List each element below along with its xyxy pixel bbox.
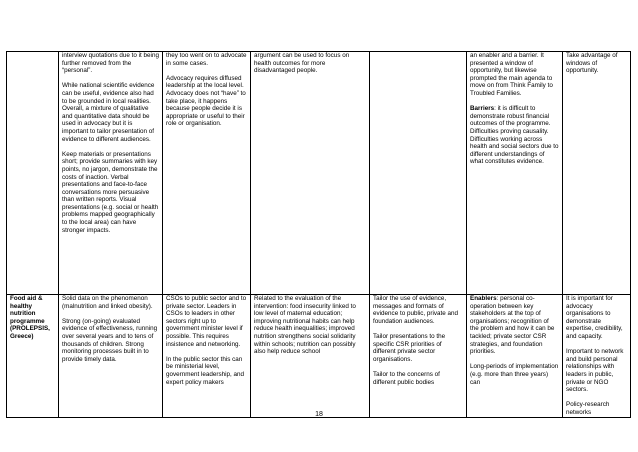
table-row xyxy=(7,52,631,295)
cell-paragraph: Take advantage of windows of opportunity. xyxy=(566,52,618,75)
barriers-label: Barriers xyxy=(470,105,495,113)
cell-paragraph: Policy-research networks xyxy=(566,401,610,416)
table-cell-leadership xyxy=(163,295,251,418)
enablers-text: : personal co-operation between key stakeholders at the top of organisations; recognition of the problem and how it can be tackled; private sector CSR strategies, and foundation priorities. xyxy=(470,295,555,356)
table-cell-enablers-barriers xyxy=(467,295,563,418)
cell-paragraph: Tailor presentations to the specific CSR priorities of different private sector organisations. xyxy=(373,332,446,363)
table-row xyxy=(7,295,631,418)
cell-paragraph: Keep materials or presentations short; provide summaries with key points, no jargon, demonstrate the costs of inaction. Verbal presentations and face-to-face conversations more persuasive than written reports. Visual presentations (e.g. social or health problems mapped geographically to the local area) can have stronger impacts. xyxy=(62,150,159,234)
table-cell-tailoring xyxy=(370,295,467,418)
table-cell-lessons xyxy=(563,295,631,418)
table-cell-arguments xyxy=(251,295,370,418)
cell-paragraph: Important to network and build personal relationships with leaders in public, private or NGO sectors. xyxy=(566,348,624,394)
table-cell-enablers-barriers xyxy=(467,52,563,295)
cell-paragraph: Strong (on-going) evaluated evidence of effectiveness, running over several years and to tens of thousands of children. Strong monitoring processes built in to provide timely data. xyxy=(62,317,158,363)
table-cell-evidence xyxy=(59,52,163,295)
table-cell-programme xyxy=(7,52,59,295)
cell-paragraph: Tailor to the concerns of different public bodies xyxy=(373,370,440,386)
evidence-table xyxy=(6,51,631,418)
table-cell-evidence xyxy=(59,295,163,418)
programme-name: Food aid & healthy nutrition programme (PROLEPSIS, Greece) xyxy=(10,295,50,340)
barriers-text: : it is difficult to demonstrate robust financial outcomes of the programme. Difficulties proving causality. Difficulties working across health and social sectors due to different understandings of what constitutes evidence. xyxy=(470,105,559,166)
cell-paragraph: Related to the evaluation of the intervention: food insecurity linked to low level of maternal education; improving nutritional habits can help reduce health inequalities; improved nutrition strengthens social solidarity within schools; nutrition can possibly also help reduce school xyxy=(254,295,356,356)
enablers-label: Enablers xyxy=(470,295,497,302)
table-cell-arguments xyxy=(251,52,370,295)
table-cell-tailoring xyxy=(370,52,467,295)
cell-paragraph xyxy=(470,105,559,166)
cell-paragraph xyxy=(470,295,559,356)
page-number: 18 xyxy=(315,411,323,418)
cell-paragraph: While national scientific evidence can be useful, evidence also had to be grounded in local realities. Overall, a mixture of qualitative and quantitative data should be used in advocacy but it is important to tailor presentation of evidence to different audiences. xyxy=(62,82,155,143)
cell-paragraph: interview quotations due to it being further removed from the “personal”. xyxy=(62,52,159,75)
cell-paragraph: argument can be used to focus on health outcomes for more disadvantaged people. xyxy=(254,52,350,75)
cell-paragraph: Tailor the use of evidence, messages and formats of evidence to public, private and foundation audiences. xyxy=(373,295,459,325)
cell-paragraph: Advocacy requires diffused leadership at the local level. Advocacy does not “have” to take place, it happens because people decide it is appropriate or useful to their role or organisation. xyxy=(166,74,246,128)
cell-paragraph: Long-periods of implementation (e.g. more than three years) can xyxy=(470,363,559,386)
table-cell-programme xyxy=(7,295,59,418)
table-cell-leadership xyxy=(163,52,251,295)
table-cell-lessons xyxy=(563,52,631,295)
cell-paragraph: CSOs to public sector and to private sector. Leaders in CSOs to leaders in other sectors right up to government minister level if possible. This requires insistence and networking. xyxy=(166,295,247,348)
cell-paragraph: It is important for advocacy organisations to demonstrate expertise, credibility, and capacity. xyxy=(566,295,623,340)
cell-paragraph: an enabler and a barrier. It presented a window of opportunity, but likewise prompted the main agenda to move on from Think Family to Troubled Families. xyxy=(470,52,553,97)
cell-paragraph: In the public sector this can be ministerial level, government leadership, and expert policy makers xyxy=(166,355,245,386)
cell-paragraph: Solid data on the phenomenon (malnutrition and linked obesity). xyxy=(62,295,153,310)
cell-paragraph: they too went on to advocate in some cases. xyxy=(166,52,247,67)
